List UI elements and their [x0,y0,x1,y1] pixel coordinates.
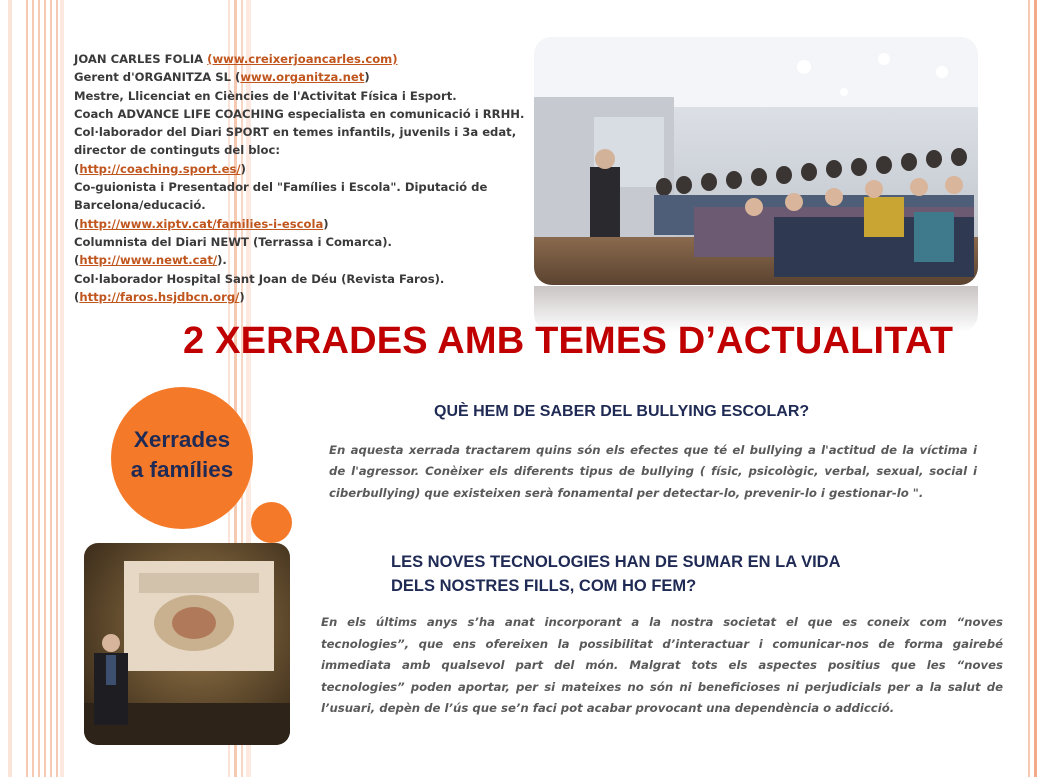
bio-line: Col·laborador Hospital Sant Joan de Déu (Revista Faros). [74,271,445,286]
talk2-description [321,612,1003,720]
bio-line: Columnista del Diari NEWT (Terrassa i Comarca). [74,234,392,249]
bio-line: Col·laborador del Diari SPORT en temes infantils, juvenils i 3a edat, [74,125,517,140]
bio-line [74,215,534,233]
talk1-line: de l'agressor. Conèixer els diferents tipus de bullying ( físic, psicològic, verbal, sexual, social i [329,464,977,479]
bio-text: Gerent d'ORGANITZA SL ( [74,70,241,85]
link-newt[interactable]: http://www.newt.cat/ [79,253,218,268]
bio-line [74,68,534,86]
talk2-line: tecnologies” poden aportar, per si mateixes no són ni beneficioses ni perjudicials per a la salut de [321,679,1003,694]
talk2-title-line-1: LES NOVES TECNOLOGIES HAN DE SUMAR EN LA VIDA [391,553,841,571]
main-title: 2 XERRADES AMB TEMES D’ACTUALITAT [183,320,954,362]
talk2-title-line-2: DELS NOSTRES FILLS, COM HO FEM? [391,577,697,595]
talk1-title: QUÈ HEM DE SABER DEL BULLYING ESCOLAR? [434,403,810,420]
bio-line [74,160,534,178]
bio-name: JOAN CARLES FOLIA [74,52,208,66]
bio-line: director de continguts del bloc: [74,143,280,158]
bio-text: ( [74,161,80,176]
talk2-line: immediata amb qualsevol part del món. Malgrat tots els aspectes positius que les “noves [321,658,1003,673]
bio-text: ) [239,289,245,304]
badge-line-1: Xerrades [133,427,231,452]
bio-text: ( [74,216,80,231]
bio-line [74,251,534,269]
talk1-line: En aquesta xerrada tractarem quins són els efectes que té el bullying a l'actitud de la víctima i [329,443,977,457]
speaker-photo [84,543,290,745]
bio-line: Coach ADVANCE LIFE COACHING especialista en comunicació i RRHH. [74,106,525,121]
link-creixerjoancarles[interactable]: (www.creixerjoancarles.com) [207,52,398,66]
talk2-line: tecnologies”, que ens ofereixen la possibilitat d’interactuar i comunicar-nos de forma gairebé [321,636,1003,651]
talk1-line: ciberbullying) que existeixen serà fonamental per detectar-lo, prevenir-lo i gestionar-lo ". [329,485,924,500]
bio-text: ( [74,253,80,268]
bio-text: ( [74,289,80,304]
link-coaching-sport[interactable]: http://coaching.sport.es/ [79,161,241,176]
bio-text: ) [240,161,246,176]
link-faros[interactable]: http://faros.hsjdbcn.org/ [79,289,240,304]
talk1-description [329,440,977,504]
xerrades-badge [111,387,253,529]
bio-text: ) [364,70,370,85]
audience-photo [534,37,978,285]
speaker-bio [74,50,534,306]
bio-text: ). [217,253,227,268]
speaker-photo-art [84,543,290,745]
bio-text: ) [323,216,329,231]
link-organitza[interactable]: www.organitza.net [240,70,365,85]
audience-photo-art [534,37,978,285]
decorative-dot [251,502,292,543]
bio-line [74,50,534,68]
bio-line: Co-guionista i Presentador del "Famílies i Escola". Diputació de [74,180,488,195]
bio-line: Barcelona/educació. [74,198,206,213]
link-xiptv[interactable]: http://www.xiptv.cat/families-i-escola [79,216,324,231]
badge-text [111,425,253,485]
badge-line-2: a famílies [130,457,234,482]
bio-line [74,288,534,306]
talk2-line: l’usuari, depèn de l’ús que se’n faci pot acabar provocant una dependència o addicció. [321,701,895,716]
bio-line: Mestre, Llicenciat en Ciències de l'Activitat Física i Esport. [74,88,457,103]
talk2-line: En els últims anys s’ha anat incorporant a la nostra societat el que es coneix com “noves [321,615,1003,629]
